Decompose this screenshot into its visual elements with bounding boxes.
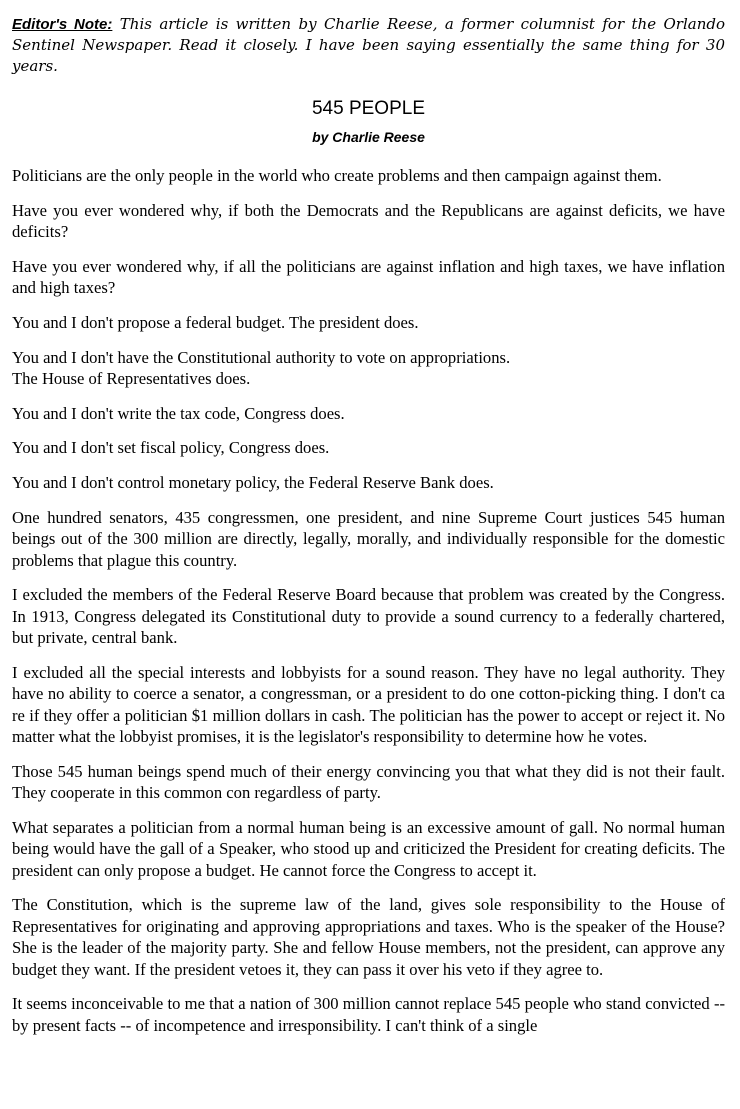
paragraph: Have you ever wondered why, if both the Democrats and the Republicans are against deficits, we have deficits? <box>12 200 725 242</box>
paragraph: You and I don't set fiscal policy, Congress does. <box>12 438 330 458</box>
article-body <box>12 165 725 1036</box>
paragraph: Have you ever wondered why, if all the politicians are against inflation and high taxes, we have inflation and high taxes? <box>12 256 725 298</box>
paragraph: You and I don't write the tax code, Congress does. <box>12 403 345 423</box>
paragraph: I excluded the members of the Federal Reserve Board because that problem was created by the Congress. In 1913, Congress delegated its Constitutional duty to provide a sound currency to a federally chartered, but private, central bank. <box>12 585 725 648</box>
paragraph: Politicians are the only people in the world who create problems and then campaign against them. <box>12 166 662 185</box>
paragraph: I excluded all the special interests and lobbyists for a sound reason. They have no legal authority. They have no ability to coerce a senator, a congressman, or a president to do one cotton-picking thing. I don't ca re if they offer a politician $1 million dollars in cash. The politician has the power to accept or reject it. No matter what the lobbyist promises, it is the legislator's responsibility to determine how he votes. <box>12 662 725 747</box>
paragraph: You and I don't propose a federal budget. The president does. <box>12 312 419 332</box>
paragraph: One hundred senators, 435 congressmen, one president, and nine Supreme Court justices 545 human beings out of the 300 million are directly, legally, morally, and individually responsible for the domestic problems that plague this country. <box>12 507 725 570</box>
paragraph: Those 545 human beings spend much of their energy convincing you that what they did is not their fault. They cooperate in this common con regardless of party. <box>12 761 725 803</box>
paragraph: What separates a politician from a normal human being is an excessive amount of gall. No normal human being would have the gall of a Speaker, who stood up and criticized the President for creating deficits. The president can only propose a budget. He cannot force the Congress to accept it. <box>12 817 725 880</box>
article-byline: by Charlie Reese <box>312 129 425 145</box>
paragraph: The Constitution, which is the supreme law of the land, gives sole responsibility to the House of Representatives for originating and approving appropriations and taxes. Who is the speaker of the House? She is the leader of the majority party. She and fellow House members, not the president, can approve any budget they want. If the president vetoes it, they can pass it over his veto if they agree to. <box>12 895 725 979</box>
editor-note <box>12 14 725 77</box>
article-title: 545 PEOPLE <box>311 98 426 119</box>
paragraph: It seems inconceivable to me that a nation of 300 million cannot replace 545 people who stand convicted -- by present facts -- of incompetence and irresponsibility. I can't think of a single <box>12 994 725 1035</box>
paragraph: You and I don't control monetary policy, the Federal Reserve Bank does. <box>12 473 494 493</box>
editor-note-text: This article is written by Charlie Reese, a former columnist for the Orlando Sentinel Newspaper. Read it closely. I have been saying essentially the same thing for 30 years. <box>12 15 726 75</box>
paragraph: You and I don't have the Constitutional authority to vote on appropriations. The House of Representatives does. <box>12 347 511 389</box>
document-page <box>12 14 725 1049</box>
editor-note-label: Editor's Note: <box>12 16 113 33</box>
